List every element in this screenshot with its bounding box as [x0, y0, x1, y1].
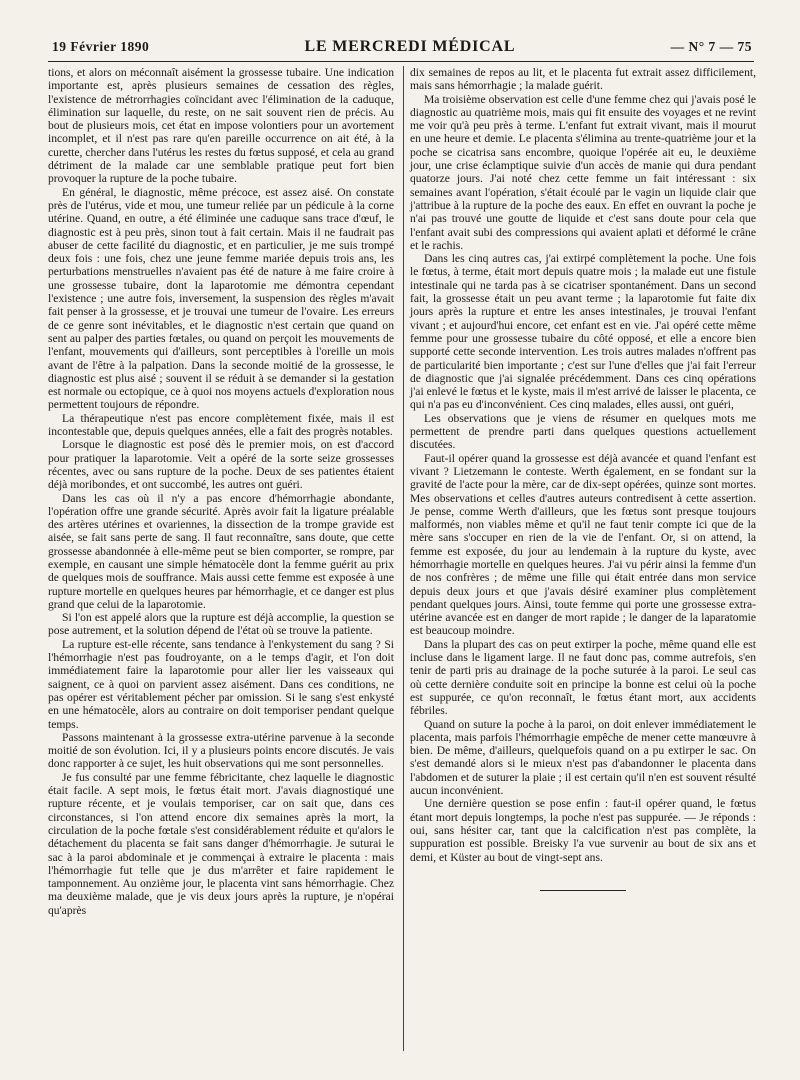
- paragraph: Les observations que je viens de résumer en quelques mots me permettent de prendre parti dans quelques questions actuellement discutées.: [410, 411, 756, 452]
- paragraph: Ma troisième observation est celle d'une femme chez qui j'avais posé le diagnostic au quatrième mois, mais qui fit ensuite des voyages et ne revint me voir qu'à peu près à terme. L'enfant fut extrait vivant, mais il mourut en une heure et demie. Le placenta s'élimina au trente-quatrième jour et la poche se cicatrisa sans encombre, quoique l'opérée ait eu, le deuxième jour, une crise éclamptique suivie d'un accès de manie qui dura pendant quatorze jours. J'ai noté chez cette femme un fait intéressant : six semaines avant l'opération, s'était écoulé par le vagin un liquide clair que j'attribue à la rupture de la poche des eaux. En effet en ouvrant la poche je n'ai pas trouvé une goutte de liquide et c'est sans doute pour cela que l'enfant avait subi des compressions qui avaient aplati et déformé le crâne et le rachis.: [410, 92, 756, 252]
- paragraph: Une dernière question se pose enfin : faut-il opérer quand, le fœtus étant mort depuis longtemps, la poche n'est pas suppurée. — Je réponds : oui, sans hésiter car, tant que la calcification n'est pas complète, la suppuration est possible. Breisky l'a vue survenir au bout de six ans et demi, et Küster au bout de vingt-sept ans.: [410, 797, 756, 864]
- paragraph: Dans les cinq autres cas, j'ai extirpé complètement la poche. Une fois le fœtus, à terme, était mort depuis quatre mois ; la malade eut une fistule intestinale qui ne tarda pas à se cicatriser spontanément. Dans un second fait, la grossesse était un peu avant terme ; la laparotomie fut faite dix jours après la rupture et entre les anses intestinales, je trouvai l'enfant vivant ; et aujourd'hui encore, cet enfant est en vie. J'ai opéré cette même femme pour une grossesse tubaire du côté opposé, et elle a encore bien supporté cette seconde intervention. Les trois autres malades n'offrent pas de particularité bien importante ; c'est sur l'une d'elles que j'ai fait l'erreur de diagnostic que j'ai signalée précédemment. Dans ces cinq opérations j'ai enlevé le fœtus et le kyste, mais il m'est arrivé de laisser le placenta, ce qui n'a pas eu d'inconvénient. Ces cinq malades, elles aussi, ont guéri,: [410, 252, 756, 412]
- column-divider: [403, 66, 404, 1051]
- header-rule: [48, 61, 754, 62]
- end-rule: [540, 890, 626, 891]
- journal-title: LE MERCREDI MÉDICAL: [304, 38, 516, 55]
- page-header: [48, 38, 754, 61]
- text-columns: [48, 66, 754, 917]
- left-column: [48, 66, 402, 917]
- paragraph: Je fus consulté par une femme fébricitante, chez laquelle le diagnostic était facile. A sept mois, le fœtus était mort. J'avais diagnostiqué une rupture récente, et je voulais temporiser, car on sait que, dans ces circonstances, si l'on attend encore dix semaines après la mort, la circulation de la poche fœtale s'est considérablement réduite et qu'alors le détachement du placenta se fait sans danger d'hémorrhagie. Je suturai le sac à la paroi abdominale et je commençai à extraire le placenta : mais l'hémorrhagie fut telle que je dus m'arrêter et faire rapidement le tamponnement. Au onzième jour, le placenta vint sans hémorrhagie. Chez ma deuxième malade, que je vis deux jours après la rupture, je n'opérai qu'après: [48, 770, 394, 917]
- paragraph: Lorsque le diagnostic est posé dès le premier mois, on est d'accord pour pratiquer la laparotomie. Veit a opéré de la sorte seize grossesses récentes, avec ou sans rupture de la poche. Deux de ses patientes étaient déjà moribondes, et ont succombé, les autres ont guéri.: [48, 438, 394, 492]
- paragraph: Dans la plupart des cas on peut extirper la poche, même quand elle est incluse dans le ligament large. Il ne faut donc pas, comme autrefois, s'en tenir de parti pris au drainage de la poche suturée à la paroi. Le seul cas où cette dernière conduite soit en principe la bonne est celui où la poche est suppurée, ce qu'on reconnaît, le fœtus étant mort, aux accidents fébriles.: [410, 637, 756, 718]
- paragraph: Quand on suture la poche à la paroi, on doit enlever immédiatement le placenta, mais parfois l'hémorrhagie empêche de mener cette manœuvre à bien. De même, d'ailleurs, quelquefois quand on a pu extirper le sac. On s'est demandé alors si le mieux n'est pas d'abandonner le placenta dans l'abdomen et de suturer la plaie ; il est certain qu'il n'en est souvent résulté aucun inconvénient.: [410, 717, 756, 798]
- paragraph: Dans les cas où il n'y a pas encore d'hémorrhagie abondante, l'opération offre une grande sécurité. Après avoir fait la ligature préalable des artères utérines et ovariennes, la dissection de la trompe gravide est aisée, se fait sans perte de sang. Il faut reconnaître, sans doute, que cette grossesse abandonnée à elle-même peut se bien comporter, se rompre, par exemple, en causant une simple hématocèle dont la femme guérit au prix de quelques mois de souffrance. Mais aussi cette femme est exposée à une rupture mortelle en quelques heures par hémorrhagie, et ce danger est plus grand que celui de la laparotomie.: [48, 491, 394, 611]
- paragraph: tions, et alors on méconnaît aisément la grossesse tubaire. Une indication importante est, après plusieurs semaines de cessation des règles, l'existence de métrorrhagies coïncidant avec l'élimination de la caduque, élimination sur laquelle, du reste, on ne sait souvent rien de précis. Au bout de plusieurs mois, cet état en impose volontiers pour un avortement incomplet, et il n'est pas rare qu'en pareille occurrence on ait été, à la curette, chercher dans l'utérus les restes du fœtus supposé, et cela au grand détriment de la malade car une semblable pratique peut fort bien provoquer la rupture de la poche tubaire.: [48, 66, 394, 186]
- paragraph: Passons maintenant à la grossesse extra-utérine parvenue à la seconde moitié de son évolution. Ici, il y a plusieurs points encore discutés. Je vais donc rapporter à ce sujet, les huit observations qui me sont personnelles.: [48, 730, 394, 771]
- paragraph: Si l'on est appelé alors que la rupture est déjà accomplie, la question se pose autrement, et la solution dépend de l'état où se trouve la patiente.: [48, 611, 394, 638]
- paragraph: Faut-il opérer quand la grossesse est déjà avancée et quand l'enfant est vivant ? Lietzemann le conteste. Werth également, en se fondant sur la gravité de l'acte pour la mère, car de dix-sept opérées, quinze sont mortes. Mes observations et celles d'autres auteurs contredisent à cette assertion. Je pense, comme Werth d'ailleurs, que les fœtus sont presque toujours malformés, non viables même et qu'il ne faut tenir compte ici que de la mère sans s'occuper en rien de la vie de l'enfant. Or, si on attend, la femme est exposée, du jour au lendemain à la rupture du kyste, avec hémorrhagie mortelle en quelques heures. J'ai vu périr ainsi la femme d'un de nos confrères ; de même une fille qui était entrée dans mon service depuis deux jours et que j'avais désiré examiner plus complètement pendant quelques jours. Ainsi, toute femme qui porte une grossesse extra-utérine avancée est en danger de mort rapide ; le danger de la laparatomie est beaucoup moindre.: [410, 451, 756, 638]
- paragraph: La thérapeutique n'est pas encore complètement fixée, mais il est incontestable que, depuis quelques années, elle a fait des progrès notables.: [48, 411, 394, 439]
- paragraph: dix semaines de repos au lit, et le placenta fut extrait assez difficilement, mais sans hémorrhagie ; la malade guérit.: [410, 66, 756, 93]
- paragraph: En général, le diagnostic, même précoce, est assez aisé. On constate près de l'utérus, vide et mou, une tumeur reliée par un pédicule à la corne utérine. Quand, en outre, a été éliminée une caduque sans trace d'œuf, le diagnostic est à peu près, sinon tout à fait certain. Mais il ne faudrait pas abuser de cette facilité du diagnostic, et en particulier, je me suis trompé deux fois : une fois, chez une jeune femme mariée depuis trois ans, les perturbations menstruelles n'avaient pas été de nature à me faire croire à une grossesse tubaire, dont la laparotomie me démontra cependant l'existence ; une autre fois, inversement, la suspension des règles m'avait fait penser à la grossesse, et je trouvai une tumeur de l'ovaire. Les erreurs de ce genre sont inévitables, et le diagnostic n'est certain que quand on sent au palper des parties fœtales, ou quand on perçoit les mouvements de l'enfant, mouvements qui d'ailleurs, sont perceptibles à l'oreille un mois avant de l'être à la palpation. Dans la seconde moitié de la grossesse, le diagnostic est plus aisé ; souvent il se réduit à se demander si la gestation est normale ou ectopique, ce à quoi nos moyens actuels d'exploration nous permettent toujours de répondre.: [48, 185, 394, 412]
- page-number: — N° 7 — 75: [670, 39, 752, 54]
- header-date: 19 Février 1890: [52, 39, 150, 54]
- paragraph: La rupture est-elle récente, sans tendance à l'enkystement du sang ? Si l'hémorrhagie n'est pas foudroyante, on a le temps d'agir, et l'on doit immédiatement faire la laparotomie pour aller lier les vaisseaux qui saignent, ce à quoi on parvient assez aisément. Dans ces conditions, ne pas opérer est véritablement pécher par omission. Si le sang s'est enkysté en une hématocèle, alors au contraire on doit temporiser pendant quelque temps.: [48, 637, 394, 731]
- right-column: [402, 66, 756, 917]
